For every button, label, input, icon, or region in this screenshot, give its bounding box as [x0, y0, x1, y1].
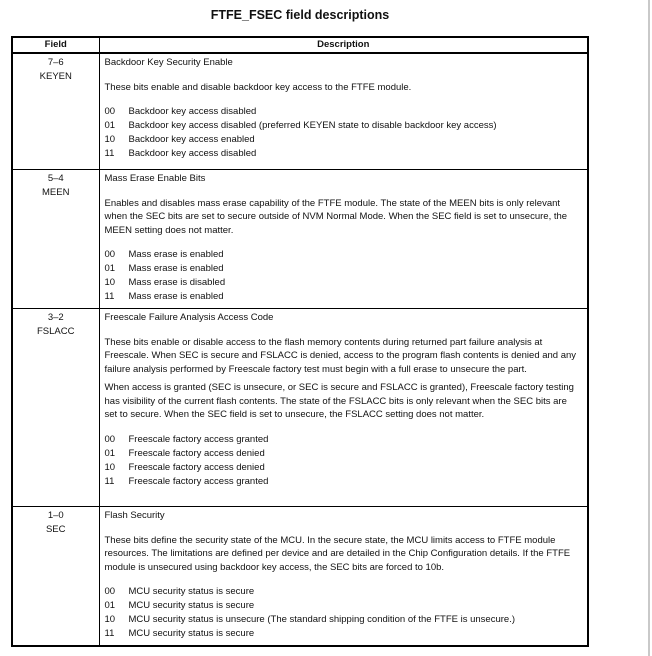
desc-paragraph: Enables and disables mass erase capability of the FTFE module. The state of the MEEN bits is only relevant when the SEC bits are set to secure outside of NVM Normal Mode. When the SEC field is set to unsecure, the MEEN setting does not matter. — [104, 197, 568, 236]
field-name: FSLACC — [37, 325, 75, 337]
option-code: 11 — [104, 291, 115, 302]
option-code: 11 — [104, 628, 115, 639]
option-row — [105, 475, 582, 489]
option-row — [105, 613, 582, 627]
table-row-keyen — [12, 53, 588, 170]
option-meaning: Freescale factory access denied — [128, 461, 265, 473]
field-bits: 3–2 — [47, 312, 64, 323]
option-meaning: Freescale factory access denied — [128, 447, 265, 459]
option-row — [105, 262, 582, 276]
option-code: 11 — [104, 148, 115, 159]
option-meaning: Backdoor key access disabled (preferred KEYEN state to disable backdoor key access) — [128, 120, 497, 131]
option-row — [105, 433, 582, 447]
option-code: 00 — [104, 586, 116, 597]
option-row — [105, 248, 582, 262]
option-meaning: Mass erase is disabled — [128, 277, 226, 288]
option-code: 01 — [104, 263, 116, 274]
desc-title: Flash Security — [104, 510, 165, 521]
table-row-sec — [12, 507, 588, 647]
option-row — [105, 461, 582, 475]
desc-paragraph: These bits define the security state of the MCU. In the secure state, the MCU limits access to FTFE module resources. The limitations are defined per device and are detailed in the Chip Configuration details. If the FTFE module is unsecured using backdoor key access, the SEC bits are forced to 10b. — [104, 534, 571, 573]
option-meaning: Mass erase is enabled — [128, 263, 224, 274]
desc-cell-meen — [99, 170, 588, 309]
field-bits: 5–4 — [47, 173, 64, 184]
option-meaning: MCU security status is secure — [128, 628, 255, 639]
header-row — [12, 37, 588, 53]
option-code: 01 — [104, 120, 116, 131]
option-meaning: MCU security status is secure — [128, 600, 255, 611]
field-bits: 1–0 — [47, 510, 64, 521]
option-meaning: Backdoor key access disabled — [128, 106, 257, 117]
header-description: Description — [99, 37, 588, 53]
header-field: Field — [12, 37, 99, 53]
field-bits: 7–6 — [47, 57, 64, 68]
field-cell-meen — [12, 170, 99, 309]
option-list — [105, 585, 582, 641]
desc-paragraph: These bits enable and disable backdoor key access to the FTFE module. — [104, 81, 412, 93]
option-meaning: Backdoor key access disabled — [128, 148, 257, 159]
option-row — [105, 599, 582, 613]
option-code: 10 — [104, 277, 116, 288]
desc-paragraph: These bits enable or disable access to the flash memory contents during returned part failure analysis at Freescale. When SEC is secure and FSLACC is denied, access to the program flash contents is denied and any failure analysis performed by Freescale factory test must begin with a full erase to unsecure the part. — [104, 336, 577, 375]
option-row — [105, 585, 582, 599]
option-row — [105, 627, 582, 641]
field-name: MEEN — [42, 186, 70, 198]
option-code: 10 — [104, 134, 116, 145]
desc-title: Backdoor Key Security Enable — [104, 57, 233, 68]
option-meaning: MCU security status is unsecure (The standard shipping condition of the FTFE is unsecure.) — [128, 614, 516, 625]
option-meaning: Freescale factory access granted — [128, 475, 269, 487]
option-row — [105, 290, 582, 304]
option-code: 01 — [104, 447, 116, 459]
field-cell-keyen — [12, 53, 99, 170]
desc-title: Mass Erase Enable Bits — [104, 173, 206, 184]
desc-cell-sec — [99, 507, 588, 647]
option-meaning: Mass erase is enabled — [128, 249, 224, 260]
table-title: FTFE_FSEC field descriptions — [210, 8, 390, 22]
option-code: 00 — [104, 106, 116, 117]
option-meaning: Mass erase is enabled — [128, 291, 224, 302]
option-meaning: Backdoor key access enabled — [128, 134, 255, 145]
field-cell-sec — [12, 507, 99, 647]
desc-title: Freescale Failure Analysis Access Code — [104, 312, 274, 323]
option-code: 11 — [104, 475, 115, 487]
option-row — [105, 276, 582, 290]
option-list — [105, 105, 582, 161]
field-name: SEC — [45, 523, 66, 535]
option-code: 10 — [104, 614, 116, 625]
option-row — [105, 147, 582, 161]
page-edge-divider — [648, 0, 650, 656]
option-code: 00 — [104, 249, 116, 260]
field-name: KEYEN — [39, 70, 72, 82]
option-row — [105, 133, 582, 147]
desc-cell-fslacc — [99, 309, 588, 507]
field-descriptions-table — [11, 36, 589, 647]
option-row — [105, 105, 582, 119]
option-row — [105, 119, 582, 133]
option-meaning: Freescale factory access granted — [128, 433, 269, 445]
field-cell-fslacc — [12, 309, 99, 507]
option-code: 01 — [104, 600, 116, 611]
option-code: 10 — [104, 461, 116, 473]
option-row — [105, 447, 582, 461]
table-row-fslacc — [12, 309, 588, 507]
option-list — [105, 433, 582, 489]
desc-cell-keyen — [99, 53, 588, 170]
option-meaning: MCU security status is secure — [128, 586, 255, 597]
table-row-meen — [12, 170, 588, 309]
option-code: 00 — [104, 433, 116, 445]
desc-paragraph: When access is granted (SEC is unsecure, or SEC is secure and FSLACC is granted), Freescale factory testing has visibility of the current flash contents. The state of the FSLACC bits is only relevant when the SEC bits are set to secure. When the SEC field is set to unsecure, the FSLACC setting does not matter. — [104, 382, 574, 420]
option-list — [105, 248, 582, 304]
